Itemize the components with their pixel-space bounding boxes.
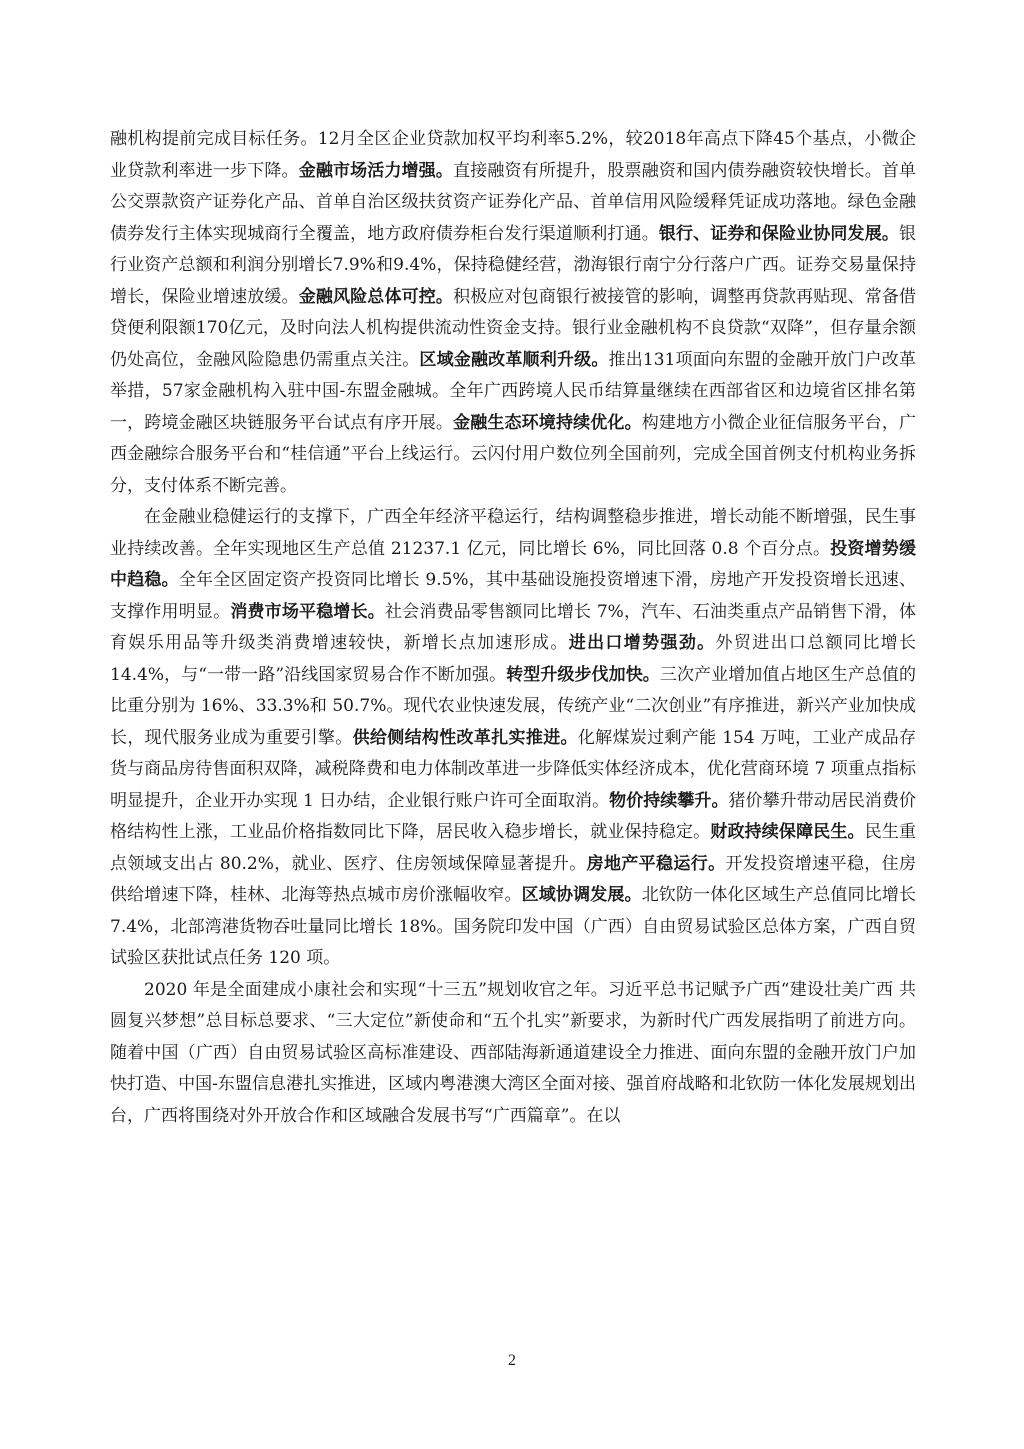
text-run: 在金融业稳健运行的支撑下，广西全年经济平稳运行，结构调整稳步推进，增长动能不断增强，民生事业持续改善。全年实现地区生产总值 21237.1 亿元，同比增长 6%，同比回落 0.8 个百分点。 [110, 507, 916, 559]
bold-heading: 区域协调发展。 [521, 885, 642, 905]
paragraph-1 [110, 124, 916, 502]
text-run: 银行业资产总额和利润分别增长7.9%和9.4%，保持稳健经营，渤海银行南宁分行落户广西。证券交易量保持增长，保险业增速放缓。 [110, 223, 917, 307]
text-run: 推出131项面向东盟的金融开放门户改革举措，57家金融机构入驻中国-东盟金融城。全年广西跨境人民币结算量继续在西部省区和边境省区排名第一，跨境金融区块链服务平台试点有序开展。 [110, 349, 917, 433]
bold-heading: 财政持续保障民生。 [710, 822, 865, 842]
text-run: 全年全区固定资产投资同比增长 9.5%，其中基础设施投资增速下滑，房地产开发投资增长迅速、支撑作用明显。 [110, 570, 917, 622]
bold-heading: 金融市场活力增强。 [298, 160, 454, 181]
text-run: 融机构提前完成目标任务。12月全区企业贷款加权平均利率5.2%，较2018年高点下降45个基点，小微企业贷款利率进一步下降。 [110, 129, 916, 181]
bold-heading: 银行、证券和保险业协同发展。 [658, 223, 900, 244]
bold-heading: 进出口增势强劲。 [568, 633, 716, 653]
text-run: 直接融资有所提升，股票融资和国内债券融资较快增长。首单公交票款资产证券化产品、首单自治区级扶贫资产证券化产品、首单信用风险缓释凭证成功落地。绿色金融债券发行主体实现城商行全覆盖，地方政府债券柜台发行渠道顺利打通。 [110, 160, 917, 244]
bold-heading: 金融生态环境持续优化。 [453, 412, 642, 433]
body-text [110, 124, 916, 1132]
text-run: 构建地方小微企业征信服务平台，广西金融综合服务平台和“桂信通”平台上线运行。云闪付用户数位列全国前列，完成全国首例支付机构业务拆分，支付体系不断完善。 [110, 412, 917, 496]
text-run: 三次产业增加值占地区生产总值的比重分别为 16%、33.3%和 50.7%。现代农业快速发展，传统产业“二次创业”有序推进，新兴产业加快成长，现代服务业成为重要引擎。 [110, 664, 917, 748]
text-run: 外贸进出口总额同比增长 14.4%，与“一带一路”沿线国家贸易合作不断加强。 [110, 633, 917, 685]
bold-heading: 供给侧结构性改革扎实推进。 [352, 727, 578, 748]
text-run: 北钦防一体化区域生产总值同比增长 7.4%，北部湾港货物吞吐量同比增长 18%。国务院印发中国（广西）自由贸易试验区总体方案，广西自贸试验区获批试点任务 120 项。 [110, 885, 917, 968]
bold-heading: 投资增势缓中趋稳。 [110, 538, 916, 590]
text-run: 积极应对包商银行被接管的影响，调整再贷款再贴现、常备借贷便利限额170亿元，及时向法人机构提供流动性资金支持。银行业金融机构不良贷款“双降”，但存量余额仍处高位，金融风险隐患仍需重点关注。 [110, 286, 917, 370]
bold-heading: 转型升级步伐加快。 [506, 664, 660, 685]
text-run: 2020 年是全面建成小康社会和实现“十三五”规划收官之年。习近平总书记赋予广西“建设壮美广西 共圆复兴梦想”总目标总要求、“三大定位”新使命和“五个扎实”新要求，为新时代广西发展指明了前进方向。随着中国（广西）自由贸易试验区高标准建设、西部陆海新通道建设全力推进、面向东盟的金融开放门户加快打造、中国-东盟信息港扎实推进，区域内粤港澳大湾区全面对接、强首府战略和北钦防一体化发展规划出台，广西将围绕对外开放合作和区域融合发展书写“广西篇章”。在以 [110, 979, 916, 1126]
text-run: 化解煤炭过剩产能 154 万吨，工业产成品存货与商品房待售面积双降，减税降费和电力体制改革进一步降低实体经济成本，优化营商环境 7 项重点指标明显提升，企业开办实现 1 日办结，企业银行账户许可全面取消。 [110, 727, 917, 811]
text-run: 猪价攀升带动居民消费价格结构性上涨，工业品价格指数同比下降，居民收入稳步增长，就业保持稳定。 [110, 790, 917, 842]
bold-heading: 房地产平稳运行。 [586, 853, 726, 874]
page-number: 2 [508, 1352, 516, 1369]
text-run: 开发投资增速平稳，住房供给增速下降，桂林、北海等热点城市房价涨幅收窄。 [110, 853, 917, 905]
bold-heading: 金融风险总体可控。 [298, 286, 454, 307]
paragraph-2 [110, 502, 916, 975]
bold-heading: 物价持续攀升。 [609, 790, 729, 811]
text-run: 社会消费品零售额同比增长 7%，汽车、石油类重点产品销售下滑，体育娱乐用品等升级类消费增速较快，新增长点加速形成。 [110, 601, 916, 653]
bold-heading: 消费市场平稳增长。 [230, 601, 385, 622]
bold-heading: 区域金融改革顺利升级。 [419, 349, 609, 370]
paragraph-3 [110, 975, 916, 1133]
text-run: 民生重点领域支出占 80.2%，就业、医疗、住房领域保障显著提升。 [110, 822, 917, 874]
